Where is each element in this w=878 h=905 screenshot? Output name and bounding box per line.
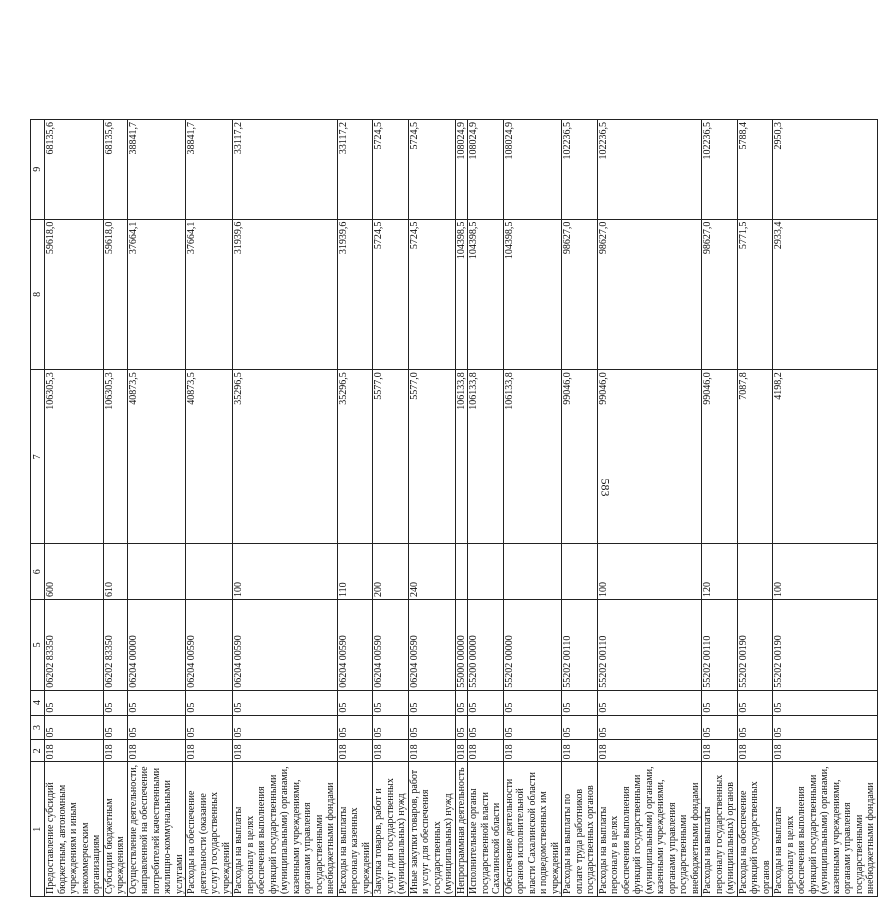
table-row — [233, 120, 338, 897]
table-row — [45, 120, 104, 897]
row-code-cell: 018 — [468, 740, 504, 762]
row-code-cell: 018 — [186, 740, 233, 762]
row-value-2024-cell: 31939,6 — [337, 219, 373, 370]
row-section-cell: 05 — [503, 715, 562, 740]
row-value-2025-cell: 33117,2 — [233, 120, 338, 220]
row-code-cell: 018 — [702, 740, 738, 762]
header-cell: 9 — [31, 120, 45, 220]
row-name-cell: Расходы на выплаты персоналу в целях обеспечения выполнения функций государственными (муниципальными) органами, казенными учреждениями, органами управления государственными внебюджетными фондами — [233, 762, 338, 897]
row-value-2024-cell: 59618,0 — [45, 219, 104, 370]
row-section-cell: 05 — [186, 715, 233, 740]
row-name-cell: Предоставление субсидий бюджетным, автономным учреждениям и иным некоммерческим организациям — [45, 762, 104, 897]
row-value-2025-cell: 38841,7 — [186, 120, 233, 220]
row-value-2025-cell: 68135,6 — [103, 120, 127, 220]
row-value-2024-cell: 5724,5 — [408, 219, 455, 370]
row-subsection-cell: 05 — [186, 690, 233, 715]
row-subsection-cell: 05 — [337, 690, 373, 715]
row-kind-cell: 600 — [45, 544, 104, 600]
row-value-2024-cell: 31939,6 — [233, 219, 338, 370]
row-subsection-cell: 05 — [233, 690, 338, 715]
row-article-cell: 06204 00590 — [373, 599, 409, 690]
row-name-cell: Непрограммная деятельность — [455, 762, 468, 897]
row-subsection-cell: 05 — [127, 690, 186, 715]
row-subsection-cell: 05 — [597, 690, 702, 715]
row-code-cell: 018 — [503, 740, 562, 762]
row-kind-cell: 100 — [597, 544, 702, 600]
row-value-2025-cell: 102236,5 — [597, 120, 702, 220]
row-article-cell: 06202 83350 — [103, 599, 127, 690]
table-row — [562, 120, 598, 897]
row-kind-cell: 120 — [702, 544, 738, 600]
row-value-2025-cell: 33117,2 — [337, 120, 373, 220]
row-kind-cell: 100 — [233, 544, 338, 600]
row-section-cell: 05 — [597, 715, 702, 740]
row-value-2023-cell: 40873,5 — [186, 370, 233, 544]
row-article-cell: 06204 00000 — [127, 599, 186, 690]
row-section-cell: 05 — [45, 715, 104, 740]
row-value-2024-cell: 5724,5 — [373, 219, 409, 370]
row-kind-cell: 610 — [103, 544, 127, 600]
row-code-cell: 018 — [562, 740, 598, 762]
row-kind-cell: 100 — [773, 544, 878, 600]
table-row — [337, 120, 373, 897]
row-article-cell: 55202 00110 — [562, 599, 598, 690]
row-article-cell: 55200 00000 — [468, 599, 504, 690]
row-kind-cell — [127, 544, 186, 600]
row-subsection-cell: 05 — [455, 690, 468, 715]
row-value-2023-cell: 99046,0 — [597, 370, 702, 544]
row-section-cell: 05 — [737, 715, 773, 740]
row-value-2023-cell: 106305,3 — [103, 370, 127, 544]
row-value-2024-cell: 104398,5 — [503, 219, 562, 370]
row-name-cell: Расходы на выплаты персоналу в целях обеспечения выполнения функций государственными (муниципальными) органами, казенными учреждениями, органами управления государственными внебюджетными фондами — [597, 762, 702, 897]
row-article-cell: 55202 00190 — [737, 599, 773, 690]
row-code-cell: 018 — [45, 740, 104, 762]
header-cell: 4 — [31, 690, 45, 715]
row-value-2025-cell: 2950,3 — [773, 120, 878, 220]
header-cell: 2 — [31, 740, 45, 762]
row-code-cell: 018 — [737, 740, 773, 762]
row-kind-cell — [503, 544, 562, 600]
row-name-cell: Исполнительные органы государственной власти Сахалинской области — [468, 762, 504, 897]
header-cell: 1 — [31, 762, 45, 897]
header-cell: 6 — [31, 544, 45, 600]
row-section-cell: 05 — [408, 715, 455, 740]
row-value-2023-cell: 7087,8 — [737, 370, 773, 544]
row-value-2024-cell: 104398,5 — [455, 219, 468, 370]
row-kind-cell: 240 — [408, 544, 455, 600]
row-name-cell: Иные закупки товаров, работ и услуг для обеспечения государственных (муниципальных) нужд — [408, 762, 455, 897]
row-value-2023-cell: 106133,8 — [455, 370, 468, 544]
row-name-cell: Субсидии бюджетным учреждениям — [103, 762, 127, 897]
row-section-cell: 05 — [233, 715, 338, 740]
row-code-cell: 018 — [408, 740, 455, 762]
row-article-cell: 55202 00000 — [503, 599, 562, 690]
header-cell: 8 — [31, 219, 45, 370]
row-name-cell: Расходы на выплаты по оплате труда работников государственных органов — [562, 762, 598, 897]
row-section-cell: 05 — [337, 715, 373, 740]
row-value-2024-cell: 2933,4 — [773, 219, 878, 370]
row-code-cell: 018 — [233, 740, 338, 762]
row-name-cell: Закупка товаров, работ и услуг для государственных (муниципальных) нужд — [373, 762, 409, 897]
row-kind-cell — [186, 544, 233, 600]
row-kind-cell: 200 — [373, 544, 409, 600]
row-value-2023-cell: 35296,5 — [337, 370, 373, 544]
row-code-cell: 018 — [337, 740, 373, 762]
row-value-2023-cell: 106133,8 — [468, 370, 504, 544]
row-value-2023-cell: 40873,5 — [127, 370, 186, 544]
table-row — [127, 120, 186, 897]
row-subsection-cell: 05 — [408, 690, 455, 715]
row-code-cell: 018 — [773, 740, 878, 762]
row-subsection-cell: 05 — [45, 690, 104, 715]
row-article-cell: 06204 00590 — [408, 599, 455, 690]
table-row — [373, 120, 409, 897]
header-cell: 3 — [31, 715, 45, 740]
row-value-2023-cell: 4198,2 — [773, 370, 878, 544]
row-section-cell: 05 — [455, 715, 468, 740]
row-value-2024-cell: 5771,5 — [737, 219, 773, 370]
page-number: 583 — [598, 478, 613, 497]
row-section-cell: 05 — [773, 715, 878, 740]
row-value-2023-cell: 106305,3 — [45, 370, 104, 544]
row-value-2024-cell: 104398,5 — [468, 219, 504, 370]
row-value-2023-cell: 5577,0 — [373, 370, 409, 544]
table-row — [468, 120, 504, 897]
row-code-cell: 018 — [103, 740, 127, 762]
budget-table-body — [31, 120, 878, 897]
header-cell: 7 — [31, 370, 45, 544]
row-name-cell: Расходы на обеспечение деятельности (оказание услуг) государственных учреждений — [186, 762, 233, 897]
row-value-2023-cell: 99046,0 — [562, 370, 598, 544]
row-section-cell: 05 — [373, 715, 409, 740]
row-value-2024-cell: 98627,0 — [702, 219, 738, 370]
row-name-cell: Расходы на выплаты персоналу в целях обеспечения выполнения функций государственными (муниципальными) органами, казенными учреждениями, органами управления государственными внебюджетными фондами — [773, 762, 878, 897]
row-value-2025-cell: 5788,4 — [737, 120, 773, 220]
row-name-cell: Осуществление деятельности, направленной на обеспечение потребителей качественными жилищно-коммунальными услугами — [127, 762, 186, 897]
table-row — [186, 120, 233, 897]
row-value-2024-cell: 59618,0 — [103, 219, 127, 370]
table-row — [455, 120, 468, 897]
row-name-cell: Расходы на выплаты персоналу казенных учреждений — [337, 762, 373, 897]
row-value-2025-cell: 5724,5 — [373, 120, 409, 220]
row-value-2025-cell: 108024,9 — [468, 120, 504, 220]
row-article-cell: 55202 00190 — [773, 599, 878, 690]
row-code-cell: 018 — [597, 740, 702, 762]
row-kind-cell — [562, 544, 598, 600]
table-row — [773, 120, 878, 897]
row-article-cell: 55202 00110 — [702, 599, 738, 690]
row-value-2024-cell: 98627,0 — [597, 219, 702, 370]
row-section-cell: 05 — [562, 715, 598, 740]
row-article-cell: 06204 00590 — [337, 599, 373, 690]
row-article-cell: 06204 00590 — [233, 599, 338, 690]
row-value-2025-cell: 102236,5 — [702, 120, 738, 220]
row-subsection-cell: 05 — [468, 690, 504, 715]
table-row — [103, 120, 127, 897]
table-row — [597, 120, 702, 897]
row-section-cell: 05 — [127, 715, 186, 740]
row-value-2025-cell: 68135,6 — [45, 120, 104, 220]
row-value-2024-cell: 37664,1 — [127, 219, 186, 370]
row-value-2024-cell: 98627,0 — [562, 219, 598, 370]
row-subsection-cell: 05 — [103, 690, 127, 715]
table-row — [408, 120, 455, 897]
row-value-2025-cell: 108024,9 — [503, 120, 562, 220]
row-kind-cell — [468, 544, 504, 600]
row-value-2025-cell: 5724,5 — [408, 120, 455, 220]
row-article-cell: 06204 00590 — [186, 599, 233, 690]
row-value-2023-cell: 5577,0 — [408, 370, 455, 544]
table-row — [737, 120, 773, 897]
row-code-cell: 018 — [455, 740, 468, 762]
row-article-cell: 55202 00110 — [597, 599, 702, 690]
row-article-cell: 06202 83350 — [45, 599, 104, 690]
row-subsection-cell: 05 — [737, 690, 773, 715]
row-value-2025-cell: 108024,9 — [455, 120, 468, 220]
table-row — [702, 120, 738, 897]
header-cell: 5 — [31, 599, 45, 690]
row-name-cell: Расходы на обеспечение функций государственных органов — [737, 762, 773, 897]
row-article-cell: 55000 00000 — [455, 599, 468, 690]
row-kind-cell: 110 — [337, 544, 373, 600]
table-header-row — [31, 120, 45, 897]
row-value-2023-cell: 35296,5 — [233, 370, 338, 544]
row-code-cell: 018 — [127, 740, 186, 762]
row-name-cell: Обеспечение деятельности органов исполнительной власти Сахалинской области и подведомственных им учреждений — [503, 762, 562, 897]
row-value-2025-cell: 38841,7 — [127, 120, 186, 220]
row-subsection-cell: 05 — [773, 690, 878, 715]
row-subsection-cell: 05 — [373, 690, 409, 715]
row-code-cell: 018 — [373, 740, 409, 762]
budget-table — [30, 119, 878, 897]
row-name-cell: Расходы на выплаты персоналу государственных (муниципальных) органов — [702, 762, 738, 897]
row-subsection-cell: 05 — [702, 690, 738, 715]
row-kind-cell — [455, 544, 468, 600]
row-value-2023-cell: 99046,0 — [702, 370, 738, 544]
row-subsection-cell: 05 — [562, 690, 598, 715]
table-row — [503, 120, 562, 897]
row-value-2023-cell: 106133,8 — [503, 370, 562, 544]
row-value-2024-cell: 37664,1 — [186, 219, 233, 370]
row-subsection-cell: 05 — [503, 690, 562, 715]
row-section-cell: 05 — [702, 715, 738, 740]
row-value-2025-cell: 102236,5 — [562, 120, 598, 220]
row-kind-cell — [737, 544, 773, 600]
row-section-cell: 05 — [103, 715, 127, 740]
row-section-cell: 05 — [468, 715, 504, 740]
